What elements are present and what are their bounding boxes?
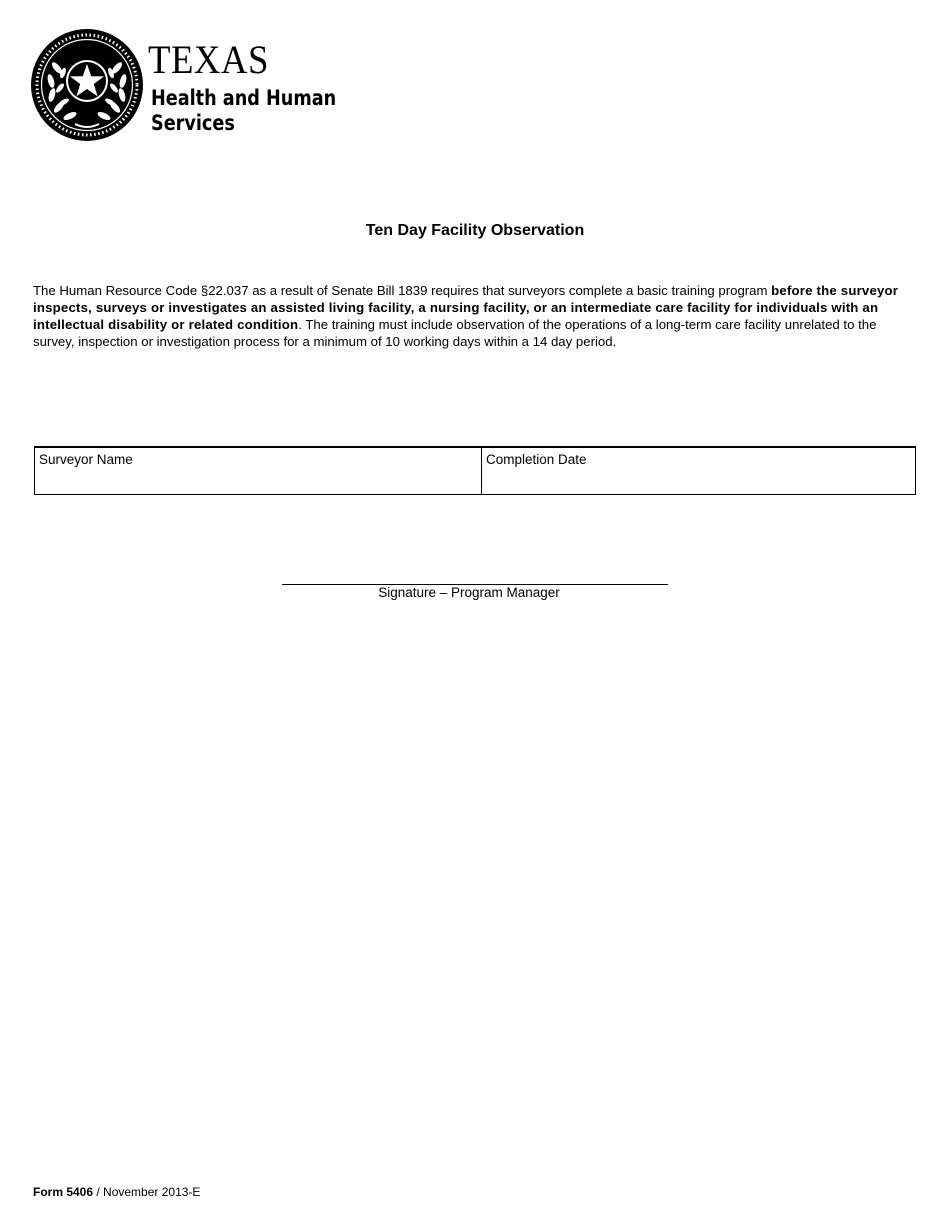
- surveyor-name-field[interactable]: [35, 447, 482, 495]
- page-title: Ten Day Facility Observation: [365, 222, 585, 239]
- surveyor-name-label: Surveyor Name: [39, 452, 133, 467]
- intro-text-part-2: . The training must include observation of the operations of a long-term care facility unrelated to the survey, inspection or investigation process for a minimum of 10 working days within a 14 day period.: [33, 317, 877, 349]
- logo-agency-line-2: Services: [151, 111, 235, 135]
- logo-agency-line-1: Health and Human: [151, 86, 337, 110]
- surveyor-info-row: [35, 447, 916, 495]
- intro-text-part-1: The Human Resource Code §22.037 as a result of Senate Bill 1839 requires that surveyors complete a basic training program: [33, 283, 772, 298]
- logo-state-wordmark: TEXAS: [148, 37, 269, 82]
- texas-star-seal-icon: [30, 28, 144, 142]
- surveyor-info-table: [34, 446, 916, 495]
- completion-date-field[interactable]: [482, 447, 916, 495]
- form-revision: / November 2013-E: [93, 1185, 201, 1199]
- form-footer: [33, 1185, 200, 1200]
- hhs-logo: [30, 28, 337, 144]
- logo-agency-wordmark: [151, 86, 336, 136]
- completion-date-label: Completion Date: [486, 452, 587, 467]
- form-number: Form 5406: [33, 1185, 94, 1199]
- signature-label: Signature – Program Manager: [378, 585, 560, 600]
- intro-text-bold: before the surveyor inspects, surveys or investigates an assisted living facility, a nursing facility, or an intermediate care facility for individuals with an intellectual disability or related condition: [33, 283, 899, 332]
- intro-paragraph: [33, 282, 917, 350]
